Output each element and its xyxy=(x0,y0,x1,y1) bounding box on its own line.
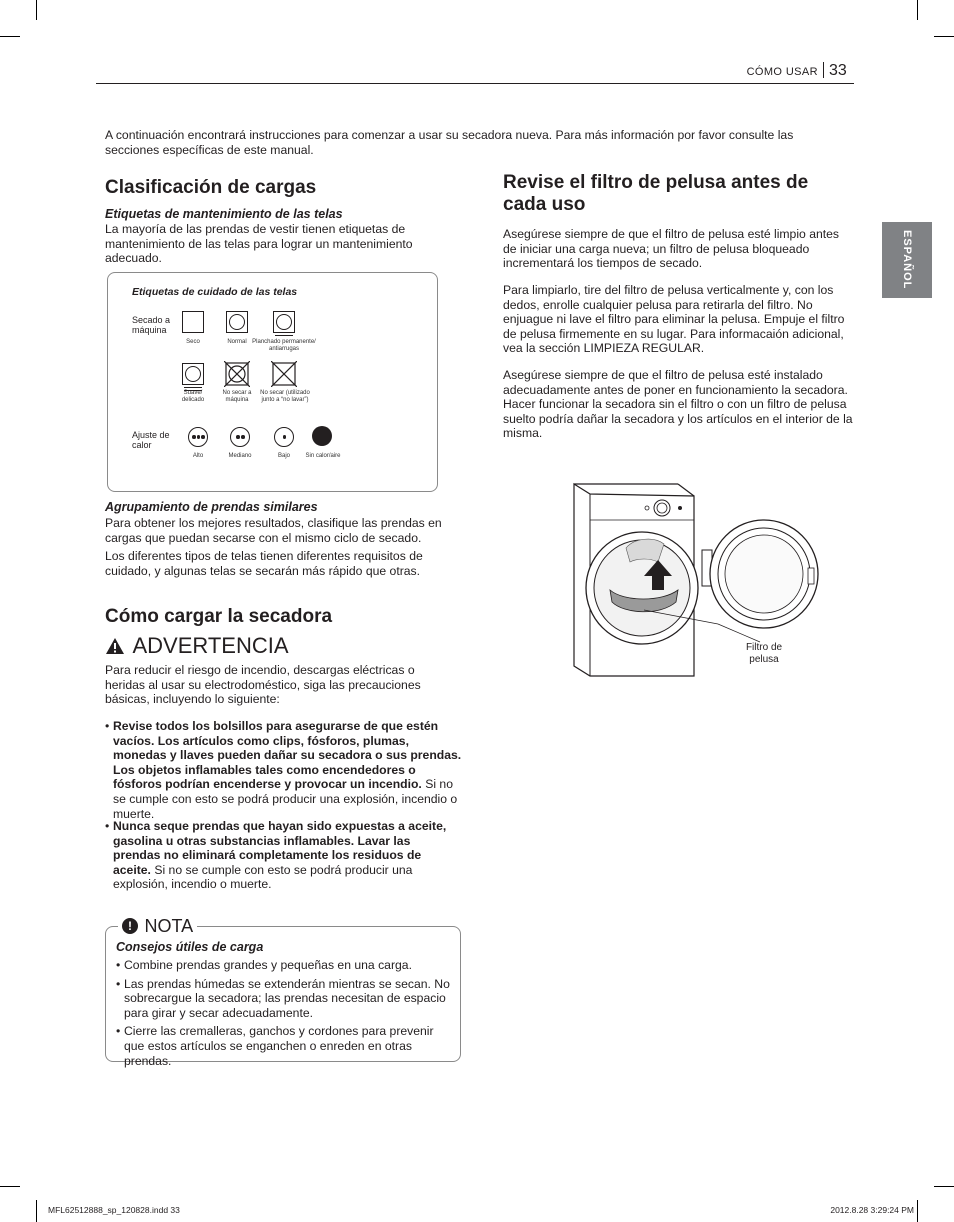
loading-title: Cómo cargar la secadora xyxy=(105,606,333,627)
no-heat-icon xyxy=(312,426,332,446)
note-item: • Combine prendas grandes y pequeñas en una carga. xyxy=(116,958,456,973)
crop-mark xyxy=(917,0,918,20)
icon-caption: Alto xyxy=(192,453,204,459)
delicate-dry-icon xyxy=(182,363,204,385)
lint-title: Revise el filtro de pelusa antes de cada uso xyxy=(503,172,809,215)
note-heading xyxy=(118,915,197,937)
crop-mark xyxy=(917,1200,918,1222)
warning-intro: Para reducir el riesgo de incendio, descargas eléctricas o heridas al usar su electrodoméstico, siga las precauciones básicas, incluyendo lo siguiente: xyxy=(105,663,421,707)
permanent-press-icon xyxy=(273,311,295,333)
dryer-illustration xyxy=(568,478,850,678)
dry-square-icon xyxy=(182,311,204,333)
icon-caption: Seco xyxy=(186,339,200,345)
lint-paragraph-2: Para limpiarlo, tire del filtro de pelusa verticalmente y, con los dedos, enrolle cualquier pelusa para retirarla del filtro. No enjuague ni lave el filtro para eliminar la pelusa. Empuje el filtro de pelusa firmemente en su lugar. Para informacaión adicional, vea la sección LIMPIEZA REGULAR. xyxy=(503,283,845,356)
lint-paragraph-1: Asegúrese siempre de que el filtro de pelusa esté limpio antes de iniciar una carga nueva; un filtro de pelusa bloqueado incrementará los tiempos de secado. xyxy=(503,227,840,271)
intro-paragraph: A continuación encontrará instrucciones para comenzar a usar su secadora nueva. Para más información por favor consulte las secciones específicas de este manual. xyxy=(105,128,794,157)
lint-paragraph-3: Asegúrese siempre de que el filtro de pelusa esté instalado adecuadamente antes de poner en funcionamiento la secadora. Hacer funcionar la secadora sin el filtro o con un filtro de pelusa suelto podría dañar la secadora y los artículos en el interior de la misma. xyxy=(503,368,853,441)
care-labels-text: La mayoría de las prendas de vestir tienen etiquetas de mantenimiento de las telas para lograr un mantenimiento adecuado. xyxy=(105,222,413,266)
note-subtitle: Consejos útiles de carga xyxy=(116,940,264,954)
side-tab-label: ESPAÑOL xyxy=(901,230,913,290)
exclamation-icon: ! xyxy=(122,918,138,934)
do-not-tumble-dry-icon xyxy=(224,361,250,387)
warning-title: ADVERTENCIA xyxy=(132,633,289,658)
crop-mark xyxy=(934,1186,954,1187)
warning-bullet-text: Si no se cumple con esto se podrá producir una explosión, incendio o muerte. xyxy=(113,862,413,892)
warning-bullet-bold: Nunca seque prendas que hayan sido expuestas a aceite, gasolina u otras substancias inflamables. Lavar las prendas no eliminará completamente los residuos de aceite. xyxy=(113,819,447,877)
tumble-dry-label: Secado a máquina xyxy=(132,315,171,335)
grouping-paragraph-2: Los diferentes tipos de telas tienen diferentes requisitos de cuidado, y algunas telas se secarán más rápido que otras. xyxy=(105,549,423,578)
icon-caption: Planchado permanente/ antiarrugas xyxy=(252,339,316,352)
care-labels-subtitle: Etiquetas de mantenimiento de las telas xyxy=(105,207,343,221)
care-figure-title: Etiquetas de cuidado de las telas xyxy=(132,286,298,298)
header-rule xyxy=(96,83,854,84)
care-labels-figure xyxy=(107,272,438,492)
medium-heat-icon xyxy=(230,427,250,447)
warning-bullet xyxy=(105,819,457,892)
icon-caption: Bajo xyxy=(277,453,290,459)
crop-mark xyxy=(36,1200,37,1222)
heat-setting-label: Ajuste de calor xyxy=(132,430,170,450)
do-not-dry-icon xyxy=(271,361,297,387)
normal-dry-icon xyxy=(226,311,248,333)
warning-heading xyxy=(105,634,289,658)
header-divider xyxy=(823,62,824,78)
crop-mark xyxy=(0,1186,20,1187)
warning-bullet-text: Si no se cumple con esto se podrá producir una explosión, incendio o muerte. xyxy=(113,777,458,821)
warning-bullet-bold: Revise todos los bolsillos para asegurarse de que estén vacíos. Los artículos como clips, fósforos, plumas, monedas y llaves pueden dañar su secadora o sus prendas. Los objetos inflamables tales como encendedores o fósforos podrían encenderse y provocar un incendio. xyxy=(113,719,462,792)
note-title: NOTA xyxy=(144,916,194,936)
grouping-paragraph-1: Para obtener los mejores resultados, clasifique las prendas en cargas que puedan secarse con el mismo ciclo de secado. xyxy=(105,516,442,545)
grouping-subtitle: Agrupamiento de prendas similares xyxy=(105,500,318,514)
note-item: • Las prendas húmedas se extenderán mientras se secan. No sobrecargue la secadora; las prendas necesitan de espacio para girar y secar adecuadamente. xyxy=(116,977,456,1021)
icon-caption: Sin calor/aire xyxy=(305,453,341,459)
footer-right: 2012.8.28 3:29:24 PM xyxy=(830,1205,914,1215)
icon-caption: Suave/ delicado xyxy=(181,390,205,403)
icon-caption: Mediano xyxy=(228,453,252,459)
note-box xyxy=(105,916,461,1068)
crop-mark xyxy=(0,36,20,37)
side-tab xyxy=(882,222,932,298)
low-heat-icon xyxy=(274,427,294,447)
icon-caption: No secar a máquina xyxy=(222,390,252,403)
note-item: • Cierre las cremalleras, ganchos y cordones para prevenir que estos artículos se enganchen o enreden en otras prendas. xyxy=(116,1024,456,1068)
high-heat-icon xyxy=(188,427,208,447)
lint-filter-label: Filtro de pelusa xyxy=(745,642,783,665)
crop-mark xyxy=(36,0,37,20)
page-number: 33 xyxy=(829,62,847,79)
header-section: CÓMO USAR xyxy=(746,66,818,78)
crop-mark xyxy=(934,36,954,37)
icon-caption: No secar (utilizado junto a “no lavar”) xyxy=(260,390,310,403)
sorting-title: Clasificación de cargas xyxy=(105,177,317,198)
warning-bullet xyxy=(105,719,465,821)
footer-left: MFL62512888_sp_120828.indd 33 xyxy=(48,1205,180,1215)
note-list xyxy=(116,958,456,1068)
icon-caption: Normal xyxy=(227,339,247,345)
warning-triangle-icon xyxy=(105,637,125,655)
